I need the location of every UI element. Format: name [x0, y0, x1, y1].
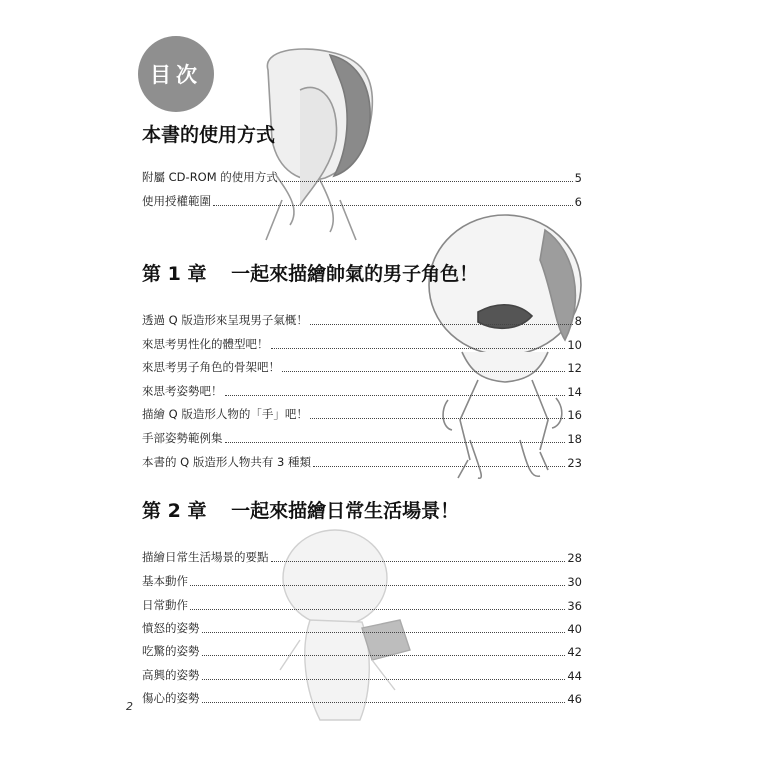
leader-dots [271, 348, 566, 349]
toc-entry-page: 12 [567, 361, 582, 375]
section-title-text: 一起來描繪日常生活場景！ [231, 500, 460, 522]
toc-entry[interactable] [142, 336, 582, 352]
toc-entry-label: 來思考男子角色的骨架吧！ [142, 360, 280, 374]
toc-entry[interactable] [142, 406, 582, 422]
leader-dots [310, 324, 573, 325]
toc-entry-page: 36 [567, 599, 582, 613]
toc-entry-label: 來思考男性化的體型吧！ [142, 337, 269, 351]
leader-dots [310, 418, 565, 419]
toc-entry-page: 23 [567, 456, 582, 470]
toc-entry-label: 手部姿勢範例集 [142, 431, 223, 445]
section-title-chapter-2 [142, 496, 459, 523]
toc-entry-label: 憤怒的姿勢 [142, 621, 200, 635]
toc-entry-page: 44 [567, 669, 582, 683]
section-title-text: 本書的使用方式 [142, 124, 276, 146]
leader-dots [202, 702, 566, 703]
toc-entry-page: 14 [567, 385, 582, 399]
mannequin-top-illustration [266, 49, 372, 240]
leader-dots [190, 609, 565, 610]
toc-entry-label: 描繪日常生活場景的要點 [142, 550, 269, 564]
leader-dots [213, 205, 573, 206]
toc-entry[interactable] [142, 667, 582, 683]
toc-entry[interactable] [142, 359, 582, 375]
leader-dots [313, 466, 565, 467]
toc-entry-label: 基本動作 [142, 574, 188, 588]
section-title-text: 一起來描繪帥氣的男子角色！ [231, 263, 479, 285]
leader-dots [282, 371, 565, 372]
toc-entry-page: 16 [567, 408, 582, 422]
page-number: 2 [126, 700, 133, 713]
leader-dots [190, 585, 565, 586]
toc-badge-label: 目次 [150, 63, 202, 87]
section-title-usage [142, 120, 275, 147]
toc-entry-label: 描繪 Q 版造形人物的「手」吧！ [142, 407, 308, 421]
toc-entry[interactable] [142, 454, 582, 470]
toc-entry-label: 使用授權範圍 [142, 194, 211, 208]
leader-dots [202, 679, 566, 680]
toc-entry[interactable] [142, 193, 582, 209]
leader-dots [225, 442, 566, 443]
toc-entry[interactable] [142, 690, 582, 706]
toc-entry-page: 30 [567, 575, 582, 589]
toc-entry-label: 附屬 CD-ROM 的使用方式 [142, 170, 278, 184]
chapter-number: 第 2 章 [142, 500, 207, 522]
section-title-chapter-1 [142, 259, 478, 286]
toc-entry-label: 來思考姿勢吧！ [142, 384, 223, 398]
toc-entry[interactable] [142, 573, 582, 589]
toc-entry[interactable] [142, 620, 582, 636]
leader-dots [271, 561, 566, 562]
toc-entry-page: 46 [567, 692, 582, 706]
toc-entry[interactable] [142, 597, 582, 613]
leader-dots [225, 395, 566, 396]
toc-entry-label: 吃驚的姿勢 [142, 644, 200, 658]
toc-entry-label: 透過 Q 版造形來呈現男子氣概！ [142, 313, 308, 327]
leader-dots [202, 632, 566, 633]
toc-entry-label: 本書的 Q 版造形人物共有 3 種類 [142, 455, 311, 469]
toc-badge [138, 36, 214, 112]
toc-entry-page: 8 [574, 314, 582, 328]
toc-entry-page: 28 [567, 551, 582, 565]
toc-entry[interactable] [142, 312, 582, 328]
toc-entry[interactable] [142, 430, 582, 446]
toc-entry-page: 5 [574, 171, 582, 185]
toc-entry-label: 傷心的姿勢 [142, 691, 200, 705]
chapter-number: 第 1 章 [142, 263, 207, 285]
toc-entry-page: 42 [567, 645, 582, 659]
toc-entry-label: 日常動作 [142, 598, 188, 612]
leader-dots [280, 181, 573, 182]
toc-entry-page: 18 [567, 432, 582, 446]
toc-entry-page: 10 [567, 338, 582, 352]
toc-entry-page: 6 [574, 195, 582, 209]
toc-entry[interactable] [142, 169, 582, 185]
toc-entry-page: 40 [567, 622, 582, 636]
toc-entry[interactable] [142, 643, 582, 659]
toc-entry-label: 高興的姿勢 [142, 668, 200, 682]
toc-entry[interactable] [142, 549, 582, 565]
toc-entry[interactable] [142, 383, 582, 399]
leader-dots [202, 655, 566, 656]
